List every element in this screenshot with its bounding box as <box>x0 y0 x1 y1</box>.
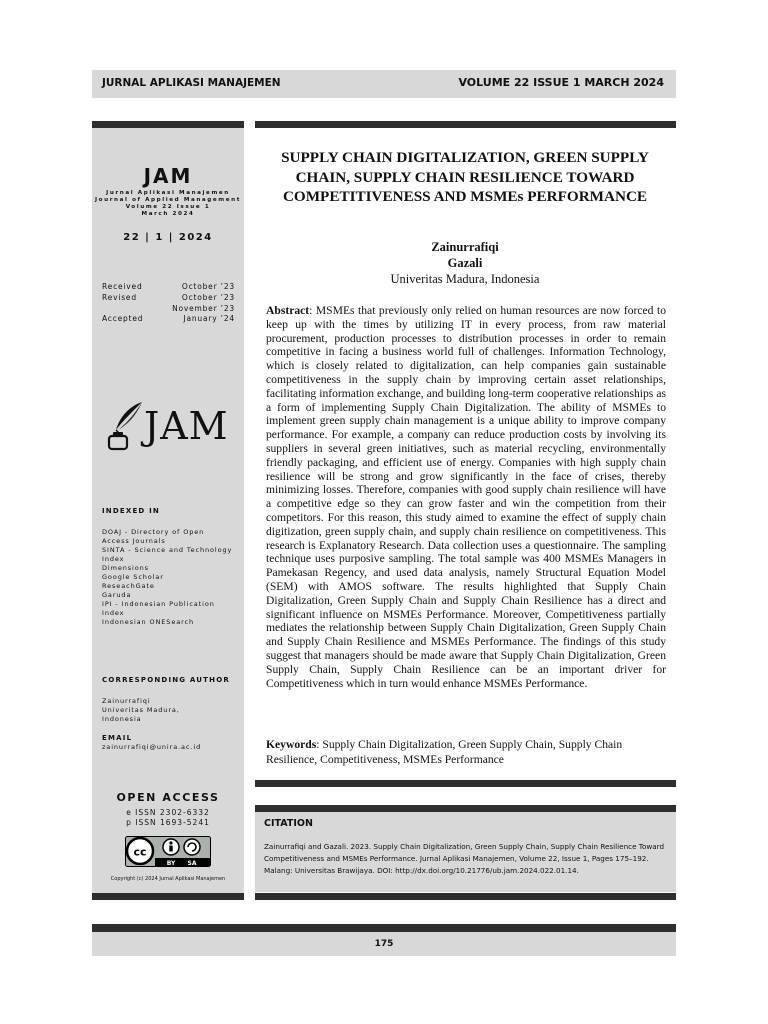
keywords-text: : Supply Chain Digitalization, Green Supply Chain, Supply Chain Resilience, Competitiveness, MSMEs Performance <box>266 738 623 766</box>
date-value: October ’23 <box>181 292 235 302</box>
list-item: DOAJ - Directory of Open <box>102 528 205 536</box>
article-dates <box>102 282 235 325</box>
affiliation: Univeritas Madura, Indonesia <box>390 272 540 286</box>
indexed-heading: INDEXED IN <box>102 507 160 515</box>
open-access-label: OPEN ACCESS <box>116 791 220 804</box>
list-item: Index <box>102 609 125 617</box>
list-item: Access Journals <box>102 537 166 545</box>
list-item: SINTA - Science and Technology <box>102 546 233 554</box>
list-item: Garuda <box>102 591 132 599</box>
cc-license-badge[interactable] <box>125 836 211 867</box>
date-label: Revised <box>102 292 137 302</box>
date-value: November ’23 <box>172 303 235 313</box>
jam-logo <box>106 400 232 454</box>
journal-subtitle-line: Volume 22 Issue 1 <box>125 204 211 210</box>
copyright: Copyright (c) 2024 Jurnal Aplikasi Manajemen <box>110 876 226 882</box>
author-affiliation: Univeritas Madura, <box>102 706 180 714</box>
eissn: e ISSN 2302-6332 <box>126 808 210 817</box>
logo-text: JAM <box>144 404 229 448</box>
volume-info: VOLUME 22 ISSUE 1 MARCH 2024 <box>458 76 664 89</box>
main-top-bar <box>255 121 676 128</box>
pissn: p ISSN 1693-5241 <box>126 818 210 827</box>
article-title: SUPPLY CHAIN DIGITALIZATION, GREEN SUPPLY CHAIN, SUPPLY CHAIN RESILIENCE TOWARD COMPETITIVENESS AND MSMEs PERFORMANCE <box>281 149 649 205</box>
date-value: January ’24 <box>183 314 235 324</box>
journal-header <box>92 70 676 98</box>
journal-subtitle-line: March 2024 <box>141 211 195 217</box>
list-item: Google Scholar <box>102 573 164 581</box>
keywords-label: Keywords <box>266 738 317 751</box>
author-name: Zainurrafiqi <box>102 697 151 705</box>
date-value: October ’23 <box>181 282 235 291</box>
footer-top-bar <box>92 924 676 932</box>
svg-text:cc: cc <box>133 845 147 859</box>
citation-text: Zainurrafiqi and Gazali. 2023. Supply Chain Digitalization, Green Supply Chain, Supply Chain Resilience Toward Competitiveness and MSMEs Performance. Jurnal Aplikasi Manajemen, Volume 22, Issue 1, Pages 175–192. Malang: Universitas Brawijaya. DOI: http://dx.doi.org/10.21776/ub.jam.2024.022.01.14. <box>264 842 665 875</box>
sidebar-top-bar <box>92 121 244 128</box>
citation-top-bar <box>255 805 676 812</box>
date-row-revised-2 <box>102 304 235 315</box>
sidebar <box>92 128 244 893</box>
author-name: Zainurrafiqi <box>431 240 499 254</box>
email-link[interactable]: zainurrafiqi@unira.ac.id <box>102 743 202 751</box>
indexed-list <box>102 528 240 627</box>
page-number: 175 <box>92 932 676 956</box>
author-name: Gazali <box>447 256 483 270</box>
corresponding-heading: CORRESPONDING AUTHOR <box>102 676 230 684</box>
list-item: ReseachGate <box>102 582 155 590</box>
journal-subtitle-line: Journal of Applied Management <box>94 197 241 203</box>
date-row-received <box>102 282 235 293</box>
corresponding-author <box>102 697 240 724</box>
quill-inkpot-icon <box>106 400 146 454</box>
journal-subtitle-line: Jurnal Aplikasi Manajemen <box>106 190 230 196</box>
cc-sa-label: SA <box>187 860 197 867</box>
date-label: Accepted <box>102 314 144 324</box>
list-item: Index <box>102 555 125 563</box>
citation-heading: CITATION <box>264 818 313 829</box>
list-item: Dimensions <box>102 564 149 572</box>
jam-title: JAM <box>143 164 193 188</box>
author-country: Indonesia <box>102 715 142 723</box>
sidebar-bottom-bar <box>92 893 244 900</box>
journal-name: JURNAL APLIKASI MANAJEMEN <box>102 77 281 89</box>
date-row-revised <box>102 293 235 304</box>
list-item: IPI - Indonesian Publication <box>102 600 215 608</box>
date-row-accepted <box>102 314 235 325</box>
keywords-bottom-bar <box>255 780 676 787</box>
abstract <box>266 304 666 690</box>
date-label: Received <box>102 282 143 291</box>
abstract-text: : MSMEs that previously only relied on human resources are now forced to keep up with the times by utilizing IT in every process, from raw material procurement, production processes to distribution processes in order to remain competitive in facing a business world full of challenges. Information Technology, which is closely related to digitalization, can help companies gain sustainable competitiveness in the supply chain by improving certain asset relationships, facilitating information exchange, and building long-term cooperative relationships as a form of implementing Supply Chain Digitalization. The ability of MSMEs to implement green supply chain management is a unique ability to improve company performance. For example, a company can reduce production costs by involving its suppliers in several green initiatives, such as material recycling, environmentally friendly packaging, and efficient use of energy. Companies with high supply chain resilience will be strong and grow significantly in the face of crises, thereby minimizing losses. Therefore, companies with good supply chain resilience will have a competitive edge so they can grow faster and win the competition from their competitors. For this reason, this study aimed to examine the effect of supply chain digitization, green supply chain, and supply chain resilience on competitiveness. This research is Explanatory Research. Data collection uses a questionnaire. The sampling technique uses purposive sampling. The total sample was 400 MSMEs Managers in Pamekasan Regency, and used data analysis, namely Structural Equation Model (SEM) with AMOS software. The results highlighted that Supply Chain Digitalization, Green Supply Chain and Supply Chain Resilience has a direct and significant influence on MSMEs Performance. Moreover, Competitiveness partially mediates the relationship between Supply Chain Digitalization, Green Supply Chain and Supply Chain Resilience and MSMEs Performance. The findings of this study suggest that managers should be made aware that Supply Chain Digitalization, Green Supply Chain, Supply Chain Resilience can be an important driver for Competitiveness which in turn would enhance MSMEs Performance. <box>266 304 666 690</box>
citation-bottom-bar <box>255 893 676 900</box>
list-item: Indonesian ONESearch <box>102 618 195 626</box>
email-heading: EMAIL <box>102 734 133 742</box>
issue-number: 22 | 1 | 2024 <box>123 232 213 243</box>
abstract-label: Abstract <box>266 304 310 317</box>
citation-box <box>255 812 676 892</box>
authors-block <box>262 239 668 287</box>
keywords <box>266 738 666 767</box>
cc-by-label: BY <box>166 860 176 867</box>
